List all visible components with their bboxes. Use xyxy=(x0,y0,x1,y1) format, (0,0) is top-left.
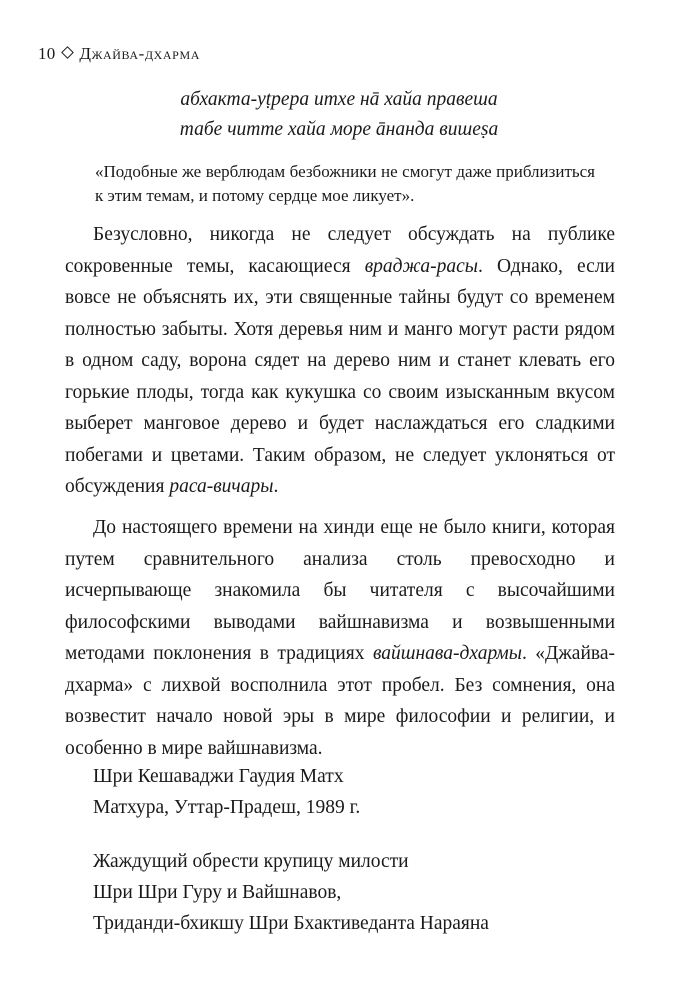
paragraph-1-text-a: Безусловно, никогда не следует обсуждать на публике сокровенные темы, касающиеся xyxy=(65,224,615,277)
page-number: 10 xyxy=(38,44,56,63)
paragraph-2-text-b: . «Джайва-дхарма» с лихвой восполнила этот пробел. Без сомнения, она возвестит начало новой эры в мире философии и религии, и особенно в мире вайшнавизма. xyxy=(65,643,615,759)
verse-translation: «Подобные же верблюдам безбожники не смогут даже приблизиться к этим темам, и потому сердце мое ликует». xyxy=(95,162,595,205)
paragraph-2 xyxy=(65,512,615,764)
running-header xyxy=(38,44,200,64)
paragraph-1-text-c: . xyxy=(273,476,279,497)
term-vraja-rasa: враджа-расы xyxy=(364,255,479,277)
paragraph-2-text-a: До настоящего времени на хинди еще не было книги, которая путем сравнительного анализа столь превосходно и исчерпывающе знакомила бы читателя с высочайшими философскими выводами вайшнавизма и возвышенными методами поклонения в традициях xyxy=(65,517,615,664)
term-vaishnava-dharma: вайшнава-дхармы xyxy=(372,643,522,664)
paragraph-1 xyxy=(65,219,615,503)
signature-closing-2: Шри Шри Гуру и Вайшнавов, xyxy=(93,882,342,903)
signature-date: Матхура, Уттар-Прадеш, 1989 г. xyxy=(93,797,361,818)
verse-line-2: табе читте хайа море āнанда вишеṣа xyxy=(179,119,499,140)
diamond-ornament-icon xyxy=(62,46,75,59)
term-rasa-vichara: раса-вичары xyxy=(169,476,274,497)
paragraph-1-text-b: . Однако, если вовсе не объяснять их, эти священные тайны будут со временем полностью забыты. Хотя деревья ним и манго могут расти рядом в одном саду, ворона сядет на дерево ним и станет клевать его горькие плоды, тогда как кукушка со своим изысканным вкусом выберет манговое дерево и будет наслаждаться его сладкими побегами и цветами. Таким образом, не следует уклоняться от обсуждения xyxy=(65,255,615,497)
book-title: Джайва-дхарма xyxy=(79,44,200,63)
verse-line-1: абхакта-уṭрера итхе нā хайа правеша xyxy=(180,89,498,110)
signature-author: Триданди-бхикшу Шри Бхактиведанта Нараяна xyxy=(93,913,489,934)
signature-place: Шри Кешаваджи Гаудия Матх xyxy=(93,766,344,787)
signature-closing-1: Жаждущий обрести крупицу милости xyxy=(93,851,409,872)
